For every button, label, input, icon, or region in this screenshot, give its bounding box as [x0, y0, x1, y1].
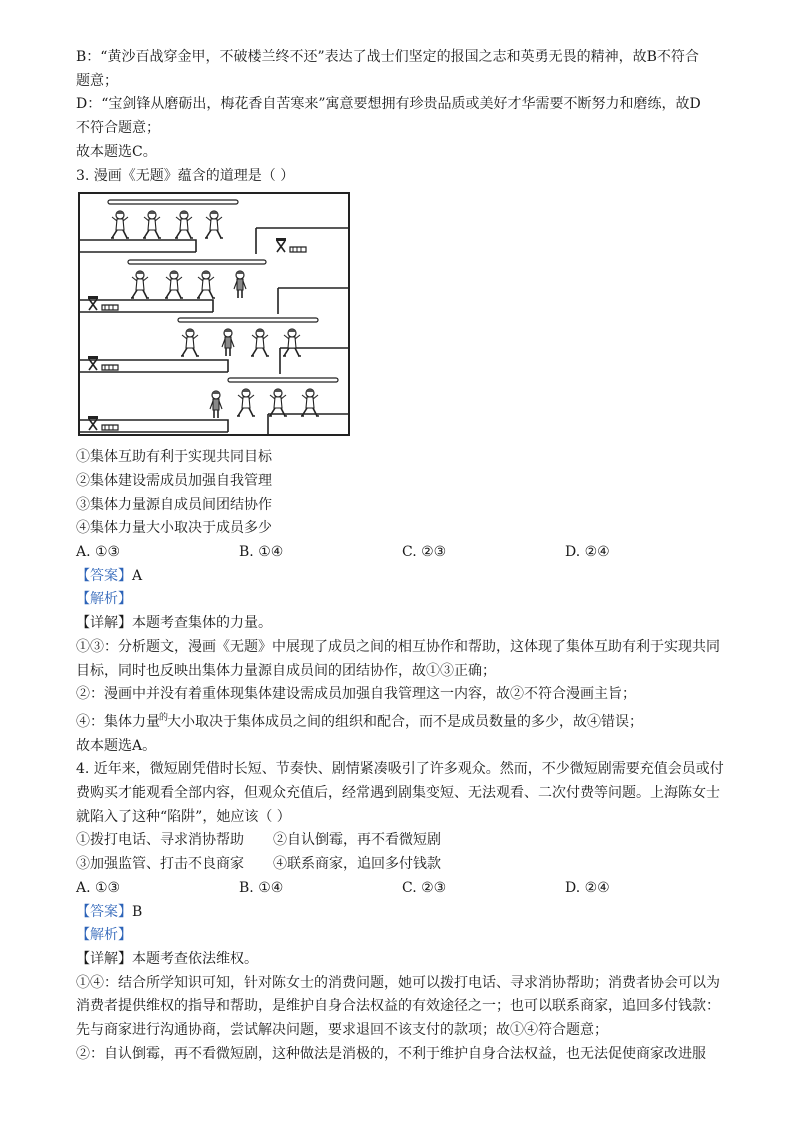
q4-statements-row-1	[76, 829, 732, 853]
q4-explanation-1b: 消费者提供维权的指导和帮助，是维护自身合法权益的有效途径之一；也可以联系商家，追回多付钱款：	[76, 998, 720, 1015]
q4-explanation-2: ②：自认倒霉，再不看微短剧，这种做法是消极的，不利于维护自身合法权益，也无法促使商家改进服	[76, 1045, 706, 1062]
q3-option-d: D. ②④	[565, 544, 610, 561]
answer-tag: 【答案】	[76, 567, 132, 584]
q3-explanation-1a: ①③：分析题文，漫画《无题》中展现了成员之间的相互协作和帮助，这体现了集体互助有利于实现共同	[76, 638, 720, 655]
q4-option-a: A. ①③	[76, 879, 121, 896]
q3-option-a: A. ①③	[76, 544, 121, 561]
q3-options	[76, 541, 732, 565]
document-page	[76, 46, 732, 1067]
q3-stem: 3. 漫画《无题》蕴含的道理是（ ）	[76, 167, 295, 184]
answer-tag: 【答案】	[76, 903, 132, 920]
q3-explanation-3-sup: 的	[159, 712, 169, 723]
prev-option-d-line2: 不符合题意；	[76, 120, 160, 137]
prev-conclusion: 故本题选C。	[76, 143, 157, 160]
prev-option-b-line2: 题意；	[76, 72, 118, 89]
q4-detail: 【详解】本题考查依法维权。	[76, 950, 258, 967]
q4-answer	[76, 901, 732, 925]
q3-explanation-2: ②：漫画中并没有着重体现集体建设需成员加强自我管理这一内容，故②不符合漫画主旨；	[76, 686, 636, 703]
q4-explanation-1a: ①④：结合所学知识可知，针对陈女士的消费问题，她可以拨打电话、寻求消协帮助；消费者协会可以为	[76, 974, 720, 991]
cartoon-untitled-image	[78, 192, 350, 436]
q3-statement-2: ②集体建设需成员加强自我管理	[76, 472, 272, 489]
q4-statement-2: ②自认倒霉，再不看微短剧	[273, 832, 441, 849]
q3-conclusion: 故本题选A。	[76, 737, 157, 754]
q3-detail: 【详解】本题考查集体的力量。	[76, 615, 272, 632]
q3-statement-4: ④集体力量大小取决于成员多少	[76, 520, 272, 537]
prev-option-b-line1: B：“黄沙百战穿金甲，不破楼兰终不还”表达了战士们坚定的报国之志和英勇无畏的精神，故B不符合	[76, 49, 699, 65]
q4-stem-1: 4. 近年来，微短剧凭借时长短、节奏快、剧情紧凑吸引了许多观众。然而，不少微短剧需要充值会员或付	[76, 761, 724, 778]
q3-explanation-3-pre: ④：集体力量	[76, 713, 160, 730]
q4-analysis-tag: 【解析】	[76, 927, 132, 944]
q4-stem-3: 就陷入了这种“陷阱”，她应该（ ）	[76, 808, 291, 825]
q3-explanation-3	[76, 707, 732, 735]
prev-option-d-line1: D：“宝剑锋从磨砺出，梅花香自苦寒来”寓意要想拥有珍贵品质或美好才华需要不断努力和磨练，故D	[76, 96, 701, 113]
q4-statement-4: ④联系商家，追回多付钱款	[273, 856, 441, 873]
answer-value: A	[132, 567, 143, 584]
answer-value: B	[132, 903, 143, 920]
q4-option-c: C. ②③	[402, 879, 447, 896]
q4-statement-3: ③加强监管、打击不良商家	[76, 856, 244, 873]
q4-statements-row-2	[76, 853, 732, 877]
q3-option-b: B. ①④	[239, 544, 284, 561]
q4-option-d: D. ②④	[565, 879, 610, 896]
q3-analysis-tag: 【解析】	[76, 591, 132, 608]
q4-option-b: B. ①④	[239, 879, 284, 896]
q3-statement-1: ①集体互助有利于实现共同目标	[76, 449, 272, 466]
q3-option-c: C. ②③	[402, 544, 447, 561]
q3-statement-3: ③集体力量源自成员间团结协作	[76, 496, 272, 513]
q4-statement-1: ①拨打电话、寻求消协帮助	[76, 832, 244, 849]
q3-explanation-1b: 目标，同时也反映出集体力量源自成员间的团结协作，故①③正确；	[76, 662, 496, 679]
q4-stem-2: 费购买才能观看全部内容，但观众充值后，经常遇到剧集变短、无法观看、二次付费等问题。上海陈女士	[76, 785, 720, 802]
q3-answer	[76, 565, 732, 589]
q3-explanation-3-post: 大小取决于集体成员之间的组织和配合，而不是成员数量的多少，故④错误；	[167, 713, 644, 730]
q4-explanation-1c: 先与商家进行沟通协商，尝试解决问题，要求退回不该支付的款项；故①④符合题意；	[76, 1022, 608, 1039]
q4-options	[76, 877, 732, 901]
